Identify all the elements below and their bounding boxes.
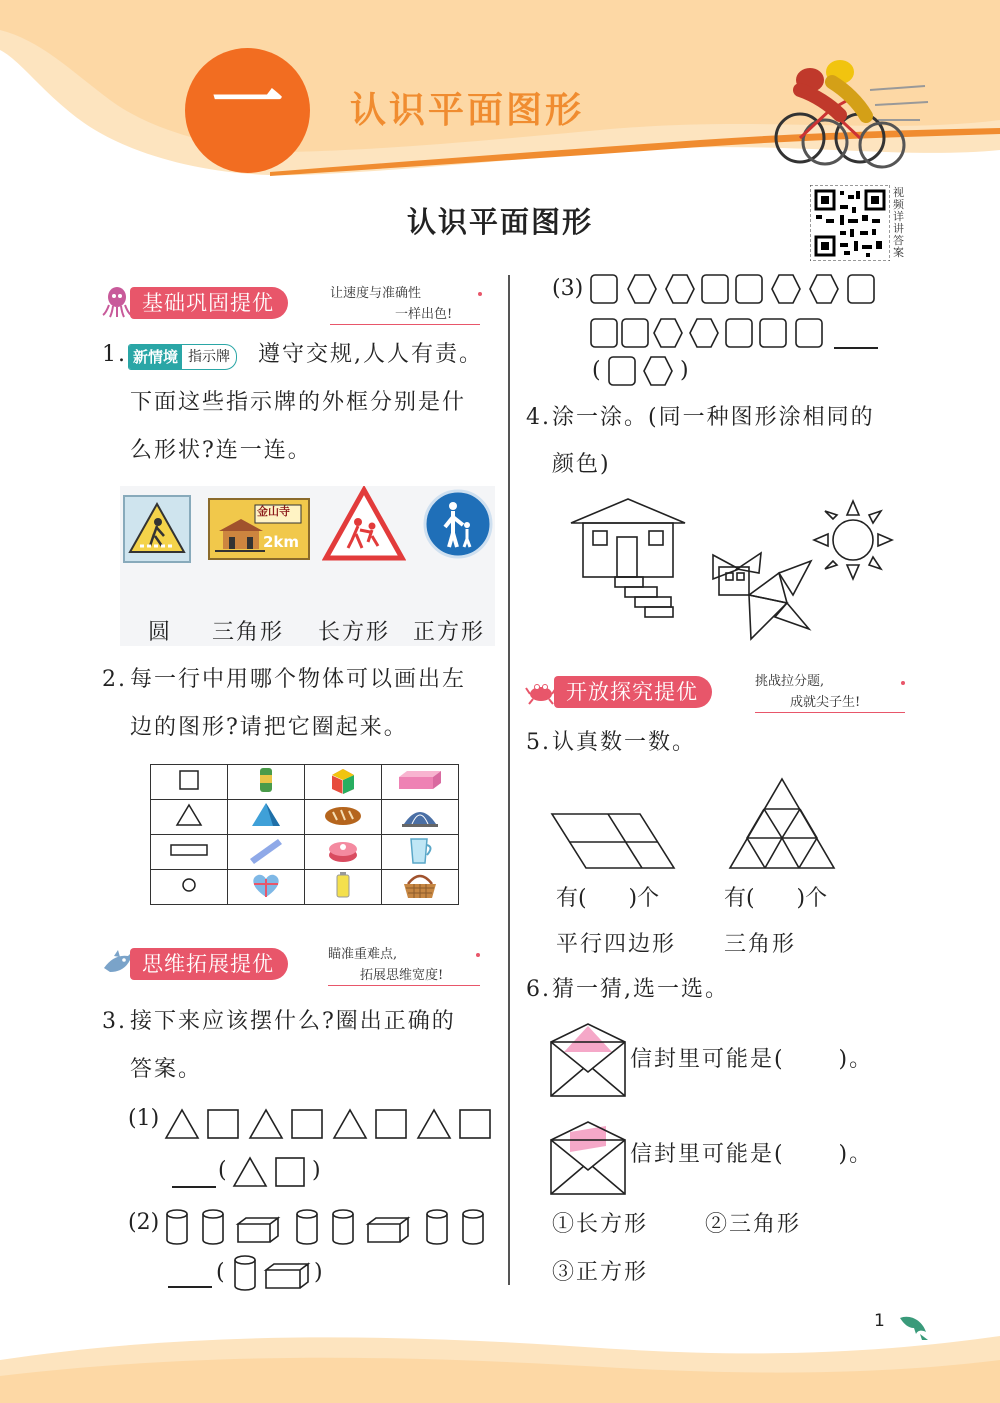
q2-object-table (150, 764, 459, 905)
column-divider (508, 275, 510, 1285)
q1-tag-sub: 指示牌 (188, 349, 231, 365)
q3-sub3-blank[interactable] (834, 347, 878, 349)
q1-option-circle[interactable]: 圆 (148, 620, 173, 645)
footer-background (0, 1320, 1000, 1403)
q3-sub3-sequence-row-1 (588, 272, 880, 306)
q6-option-triangle[interactable]: ②三角形 (705, 1212, 802, 1237)
slogan-open-1: 挑战拉分题, (755, 674, 825, 689)
slogan-dot (478, 292, 482, 296)
q3-sub2-open-paren: ( (216, 1260, 227, 1285)
slogan-underline (755, 712, 905, 713)
object-basket[interactable] (382, 870, 459, 905)
q5-count-2[interactable]: 有( )个 (724, 886, 828, 911)
q1-option-triangle[interactable]: 三角形 (212, 620, 285, 645)
q3-sub2-close-paren: ) (314, 1260, 325, 1285)
sign-crosswalk-square[interactable] (122, 494, 192, 564)
table-row (151, 870, 459, 905)
section-label: 基础巩固提优 (130, 287, 288, 319)
q4-coloring-picture[interactable] (565, 495, 900, 645)
shape-square (151, 765, 228, 800)
object-can[interactable] (228, 765, 305, 800)
q3-number: 3. (102, 1009, 127, 1034)
crab-mascot-icon (524, 674, 558, 708)
slogan-underline (330, 324, 480, 325)
sign-text: 金山寺 (257, 505, 290, 518)
q3-sub2-label: (2) (128, 1210, 160, 1235)
sign-children-triangle[interactable] (322, 486, 406, 562)
slogan-underline (328, 985, 480, 986)
slogan-dot (901, 681, 905, 685)
q3-sub1-open-paren: ( (218, 1158, 229, 1183)
q4-number: 4. (526, 405, 551, 430)
q2-text-1: 每一行中用哪个物体可以画出左 (130, 667, 467, 692)
q3-sub2-blank[interactable] (168, 1286, 212, 1288)
page-title: 认识平面图形 (406, 205, 593, 239)
q3-sub3-close-paren: ) (680, 358, 691, 383)
table-row (151, 800, 459, 835)
q1-option-rectangle[interactable]: 长方形 (318, 620, 391, 645)
q4-text-2: 颜色) (552, 452, 611, 477)
q2-text-2: 边的图形?请把它圈起来。 (130, 715, 408, 740)
q3-sub2-sequence (162, 1206, 497, 1248)
q1-text-2: 下面这些指示牌的外框分别是什 (130, 390, 467, 415)
q6-guess-2[interactable]: 信封里可能是( )。 (630, 1142, 874, 1167)
q1-number: 1. (102, 342, 127, 367)
q3-sub1-label: (1) (128, 1106, 160, 1131)
slogan-basic-1: 让速度与准确性 (330, 286, 422, 301)
object-dome-tent[interactable] (382, 800, 459, 835)
squid-mascot-icon (100, 285, 134, 319)
q3-sub1-blank[interactable] (172, 1186, 216, 1188)
shark-mascot-icon (100, 946, 134, 980)
q2-number: 2. (102, 667, 127, 692)
table-row (151, 765, 459, 800)
sign-pedestrian-circle[interactable] (423, 489, 493, 559)
q3-sub1-close-paren: ) (312, 1158, 323, 1183)
q3-sub3-label: (3) (552, 276, 584, 301)
q6-text: 猜一猜,选一选。 (552, 977, 729, 1002)
q5-triangle-figure (726, 776, 838, 872)
qr-code[interactable] (810, 185, 890, 261)
shape-triangle (151, 800, 228, 835)
q1-text-1: 遵守交规,人人有责。 (258, 342, 483, 367)
shape-circle (151, 870, 228, 905)
page-number: 1 (874, 1311, 885, 1331)
object-battery[interactable] (305, 870, 382, 905)
q3-sub1-sequence (162, 1104, 497, 1144)
q5-shape-2: 三角形 (724, 932, 797, 957)
q6-guess-1[interactable]: 信封里可能是( )。 (630, 1047, 874, 1072)
q5-count-1[interactable]: 有( )个 (556, 886, 660, 911)
sign-distance: 2km (263, 533, 300, 551)
section-label: 开放探究提优 (554, 676, 712, 708)
q1-tag (128, 344, 237, 370)
q3-sub3-sequence-row-2 (588, 316, 833, 350)
object-pink-box[interactable] (382, 765, 459, 800)
slogan-thinking-1: 瞄准重难点, (328, 947, 398, 962)
q6-number: 6. (526, 977, 551, 1002)
shape-rectangle (151, 835, 228, 870)
object-cup[interactable] (382, 835, 459, 870)
slogan-thinking-2: 拓展思维宽度! (360, 968, 444, 983)
q5-text: 认真数一数。 (552, 730, 697, 755)
slogan-basic-2: 一样出色! (395, 307, 453, 322)
q5-number: 5. (526, 730, 551, 755)
envelope-2-icon (548, 1118, 630, 1198)
dolphin-icon (896, 1310, 932, 1344)
q1-tag-label: 新情境 (129, 345, 182, 369)
q3-text-1: 接下来应该摆什么?圈出正确的 (130, 1009, 456, 1034)
envelope-1-icon (548, 1022, 628, 1100)
section-label: 思维拓展提优 (130, 948, 288, 980)
object-ruler[interactable] (228, 835, 305, 870)
q3-sub1-choices[interactable] (230, 1154, 312, 1190)
object-cake[interactable] (305, 835, 382, 870)
slogan-open-2: 成就尖子生! (790, 695, 861, 710)
q4-text-1: 涂一涂。(同一种图形涂相同的 (552, 405, 875, 430)
q6-option-square[interactable]: ③正方形 (552, 1260, 649, 1285)
object-heart-box[interactable] (228, 870, 305, 905)
chapter-number: 一 (211, 60, 284, 144)
table-row (151, 835, 459, 870)
q3-sub2-choices[interactable] (230, 1254, 314, 1292)
q5-shape-1: 平行四边形 (556, 932, 677, 957)
q1-text-3: 么形状?连一连。 (130, 438, 312, 463)
q3-sub3-choices[interactable] (606, 354, 682, 388)
q3-text-2: 答案。 (130, 1057, 203, 1082)
object-bread[interactable] (305, 800, 382, 835)
chapter-title: 认识平面图形 (350, 90, 585, 131)
q3-sub3-open-paren: ( (592, 358, 603, 383)
qr-caption: 视频详讲答案 (893, 186, 904, 259)
slogan-dot (476, 953, 480, 957)
object-triangle-prism[interactable] (228, 800, 305, 835)
object-rubiks-cube[interactable] (305, 765, 382, 800)
q1-option-square[interactable]: 正方形 (413, 620, 486, 645)
q6-option-rectangle[interactable]: ①长方形 (552, 1212, 649, 1237)
cyclist-illustration (770, 50, 930, 180)
q5-parallelogram-figure (548, 810, 678, 872)
